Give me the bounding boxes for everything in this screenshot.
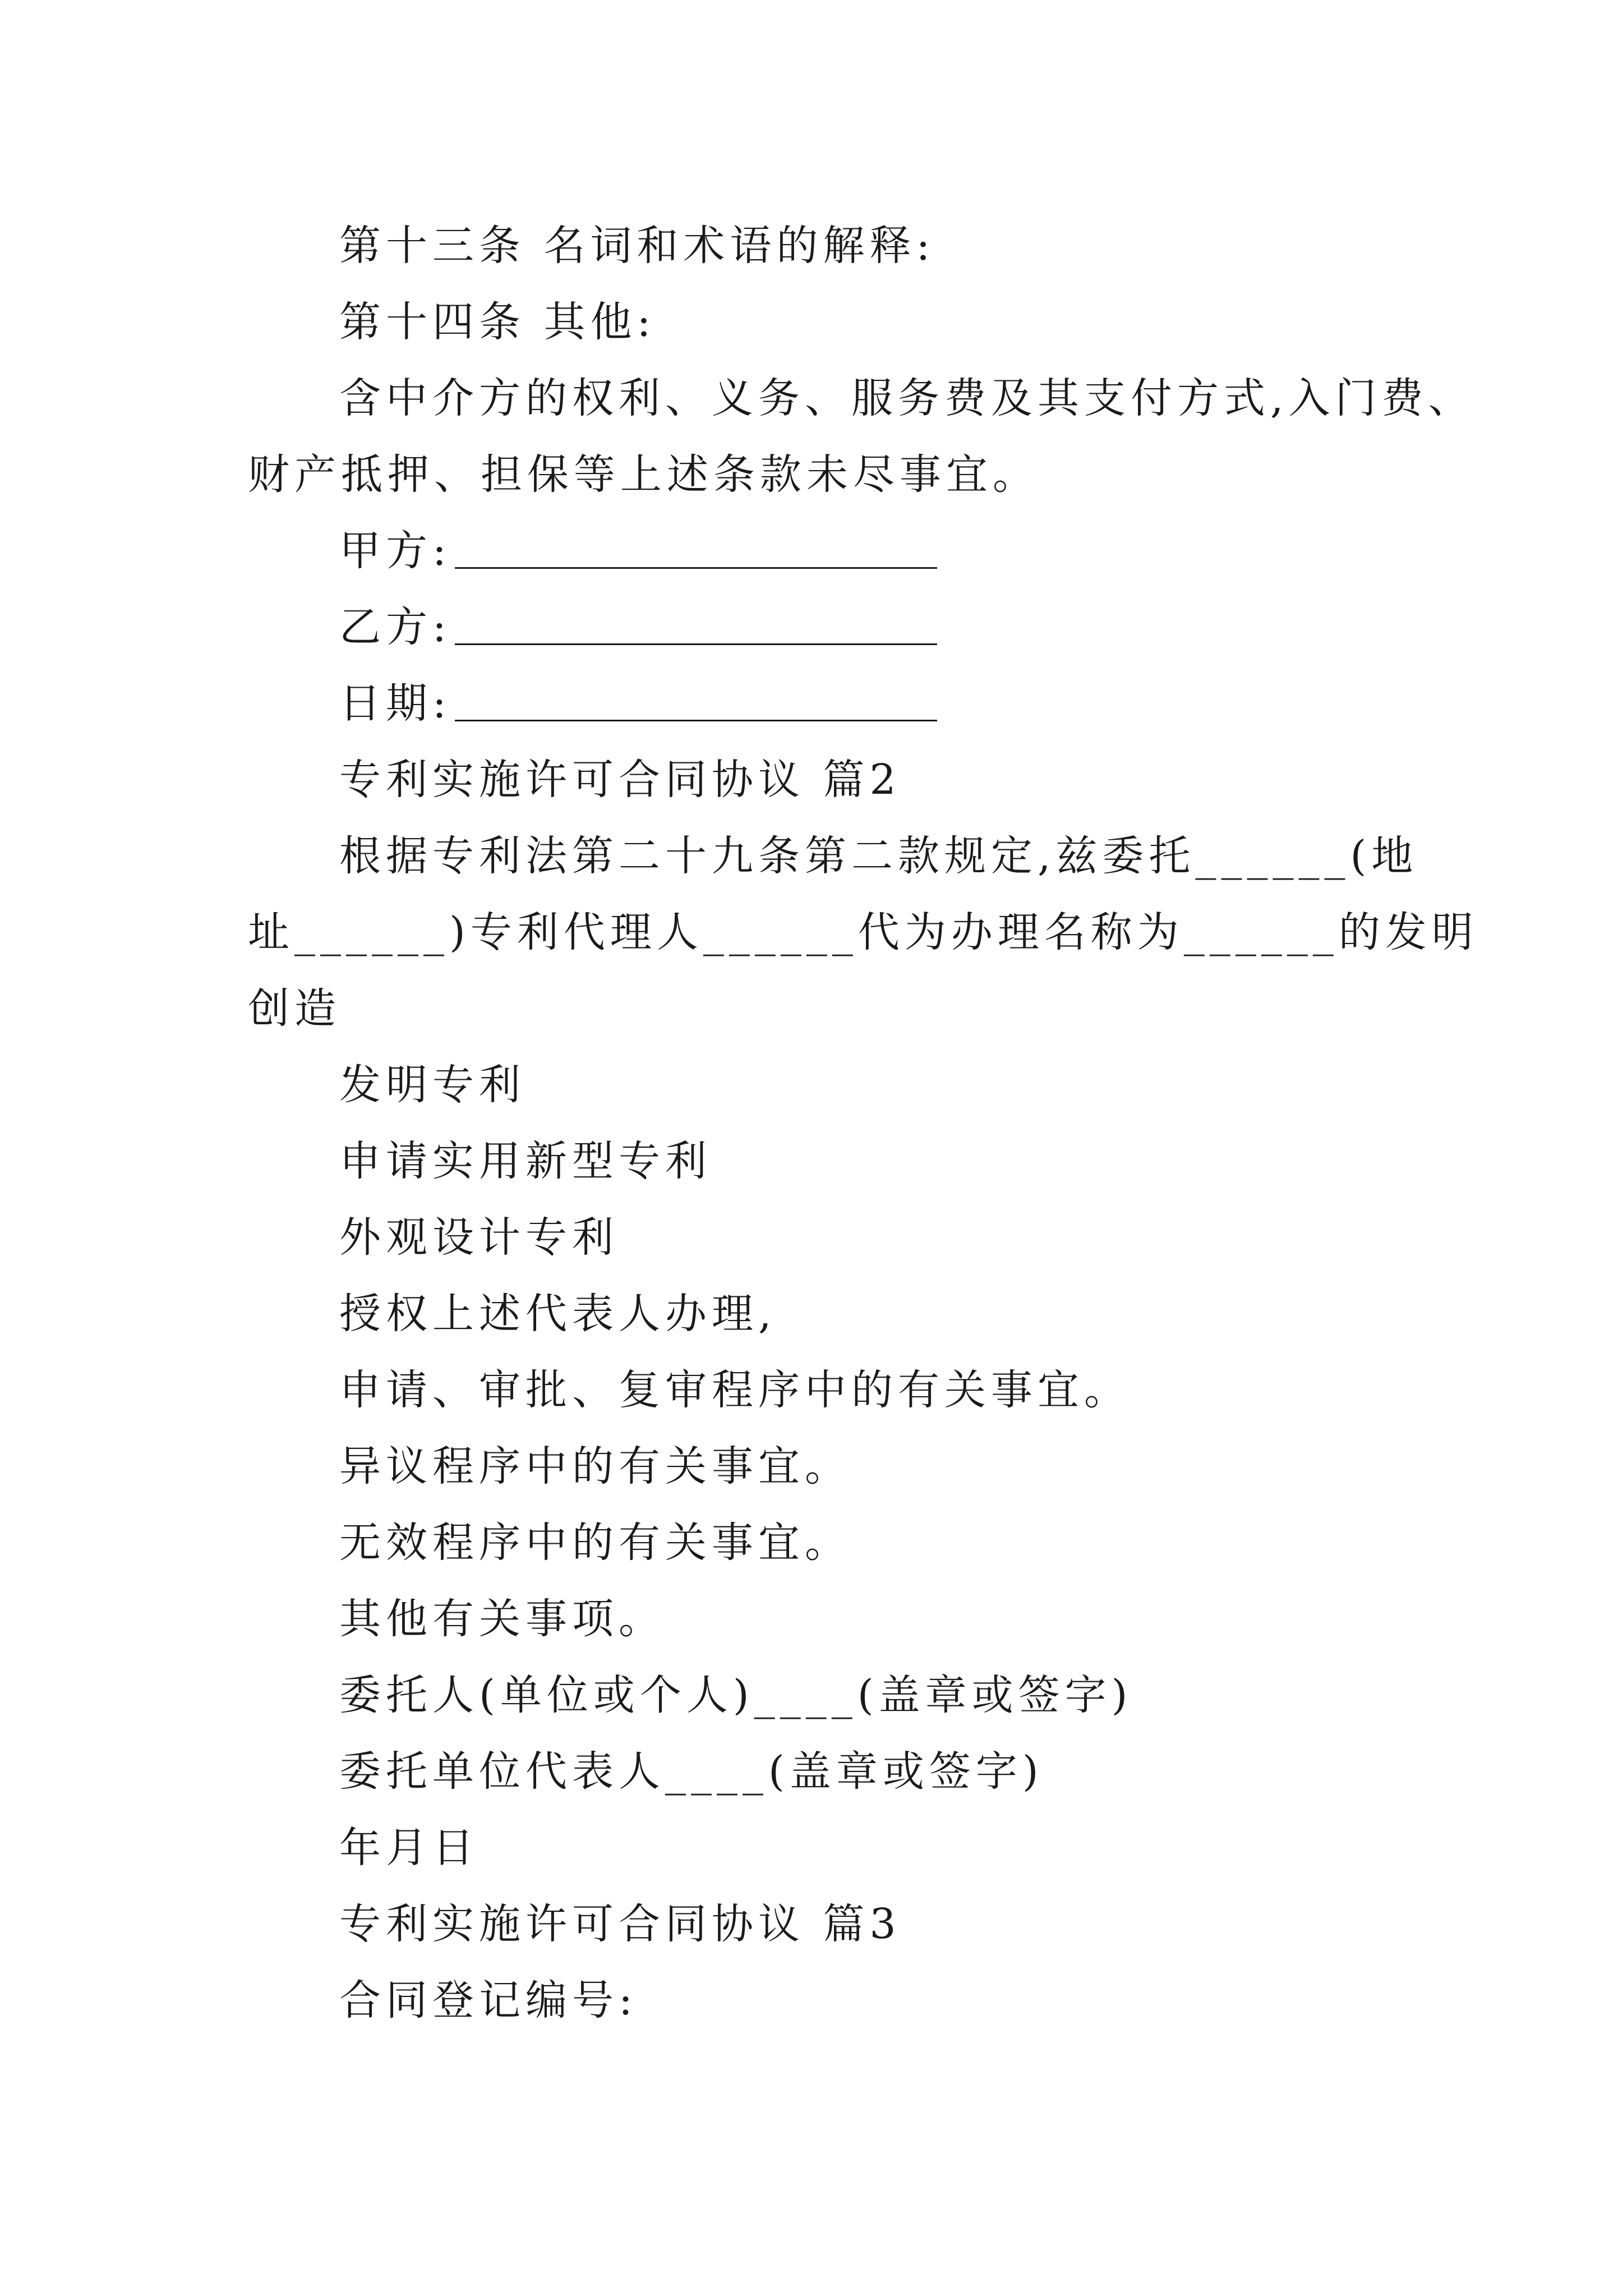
party-a-label: 甲方:	[339, 527, 451, 575]
date-line: 年月日	[339, 1824, 479, 1872]
entrustment-paragraph-line: 创造	[248, 984, 341, 1033]
list-item: 异议程序中的有关事宜。	[339, 1442, 851, 1490]
list-item: 无效程序中的有关事宜。	[339, 1519, 851, 1567]
entrustment-paragraph-line: 根据专利法第二十九条第二款规定,兹委托______(地	[339, 832, 1418, 880]
list-item: 发明专利	[339, 1061, 525, 1109]
principal-signature-line: 委托人(单位或个人)____(盖章或签字)	[339, 1671, 1133, 1719]
party-a-signature-line	[339, 524, 937, 578]
entrustment-paragraph-line: 址______)专利代理人______代为办理名称为______的发明	[248, 908, 1478, 956]
list-item: 授权上述代表人办理,	[339, 1290, 777, 1338]
section-2-title: 专利实施许可合同协议 篇2	[339, 756, 901, 804]
list-item: 外观设计专利	[339, 1213, 619, 1262]
date-label: 日期:	[339, 679, 451, 728]
body-paragraph-line: 财产抵押、担保等上述条款未尽事宜。	[248, 450, 1039, 499]
date-signature-line	[339, 677, 937, 730]
party-b-signature-line	[339, 600, 937, 654]
list-item: 申请实用新型专利	[339, 1137, 712, 1185]
signature-blank	[455, 533, 937, 569]
article-14-heading: 第十四条 其他:	[339, 298, 656, 346]
body-paragraph-line: 含中介方的权利、义务、服务费及其支付方式,入门费、	[339, 374, 1475, 422]
signature-blank	[455, 686, 937, 721]
list-item: 申请、审批、复审程序中的有关事宜。	[339, 1366, 1131, 1414]
representative-signature-line: 委托单位代表人____(盖章或签字)	[339, 1747, 1044, 1796]
section-3-title: 专利实施许可合同协议 篇3	[339, 1900, 901, 1948]
signature-blank	[455, 610, 937, 645]
contract-registration-number-label: 合同登记编号:	[339, 1976, 638, 2024]
list-item: 其他有关事项。	[339, 1595, 665, 1643]
party-b-label: 乙方:	[339, 603, 451, 651]
article-13-heading: 第十三条 名词和术语的解释:	[339, 222, 935, 270]
